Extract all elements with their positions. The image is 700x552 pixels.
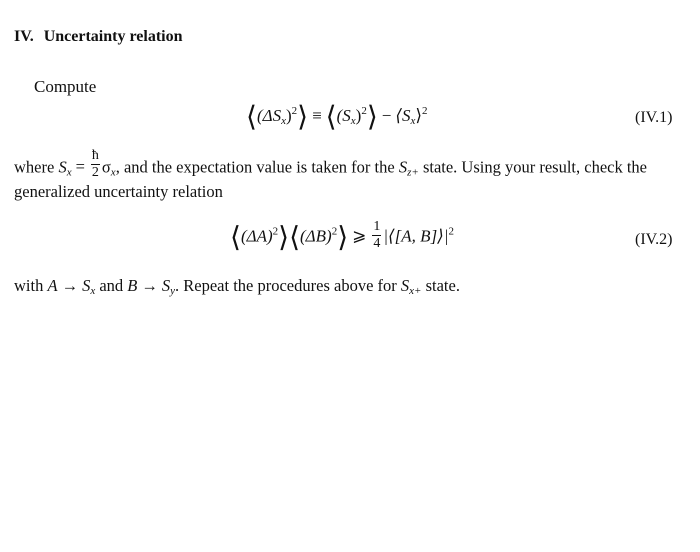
sigma-subscript: x [110,166,116,179]
one-quarter-fraction [372,220,381,251]
commutator-square: 2 [448,225,454,238]
eq1-square-3: 2 [422,105,428,117]
section-number: IV. [14,28,34,45]
equation-iv2 [230,219,454,254]
angle-close-2: ⟩ [366,102,378,133]
sx-symbol: S [58,157,67,177]
quarter-denominator: 4 [373,236,381,251]
where-text: where [14,157,59,177]
a-symbol: A [47,276,58,295]
eq1-mean-close: ⟩ [415,106,423,125]
angle-open: ⟨ [246,102,257,133]
sub-y-text: y [170,285,176,297]
paragraph-2 [14,276,460,296]
s-symbol-2: S [161,276,171,295]
angle-close-b: ⟩ [337,222,349,254]
paragraph-1-text-b: state. Using your result, check the [418,157,648,177]
and-text: and [95,276,128,295]
equation-label-iv2: (IV.2) [635,231,673,248]
with-text: with [14,276,48,295]
sz-subscript: z+ [407,166,419,179]
equals-symbol: = [75,157,85,177]
eq1-rhs-inner: (S [336,106,351,125]
sigma-symbol: σ [101,157,111,177]
delta-b: (ΔB) [300,226,332,246]
eq1-square-2: 2 [361,105,367,117]
eq1-sub-x-1: x [281,115,286,127]
equation-label-iv1: (IV.1) [635,109,673,126]
eq1-square-1: 2 [291,105,298,117]
eq1-lhs-inner: (ΔS [256,106,282,125]
equation-iv1 [246,104,428,132]
delta-a-square: 2 [272,225,279,238]
section-heading [14,28,183,46]
paragraph-1-line-2: generalized uncertainty relation [14,182,223,201]
section-title: Uncertainty relation [43,28,183,45]
quarter-numerator: 1 [373,219,381,234]
equiv-symbol: ≡ [312,106,322,125]
delta-a: (ΔA) [240,226,273,246]
two-denominator: 2 [91,165,99,180]
paragraph-1-text-a: , and the expectation value is taken for the [115,157,399,177]
eq1-mean-open: ⟨S [395,106,411,125]
s-symbol-3: S [400,276,410,295]
arrow-icon-2: → [141,276,158,295]
eq1-close-paren-2: ) [355,106,362,125]
intro-text: Compute [34,77,97,96]
angle-close: ⟩ [297,102,309,133]
eq1-close-paren-1: ) [285,106,292,125]
angle-open-a: ⟨ [230,222,241,254]
hbar-over-two-fraction [91,149,100,180]
s-symbol-1: S [82,276,91,295]
commutator-expectation: |⟨[A, B]⟩| [383,226,449,246]
paragraph-1-line-1 [14,148,648,184]
geq-symbol: ⩾ [352,226,367,246]
sz-symbol: S [398,157,408,177]
arrow-icon: → [61,276,79,295]
minus-symbol: − [381,106,392,125]
eq1-sub-x-2: x [350,115,356,127]
b-symbol: B [127,276,138,295]
angle-close-a: ⟩ [278,222,290,254]
hbar-numerator: ħ [91,148,99,163]
eq1-sub-x-3: x [410,115,416,127]
angle-open-2: ⟨ [325,102,337,133]
repeat-text: . Repeat the procedures above for [175,276,401,295]
angle-open-b: ⟨ [289,222,300,254]
delta-b-square: 2 [331,225,338,238]
sx-subscript: x [66,166,72,179]
sub-xplus-text: x+ [409,285,422,297]
sub-x-text: x [90,285,96,297]
state-text: state. [421,276,460,295]
